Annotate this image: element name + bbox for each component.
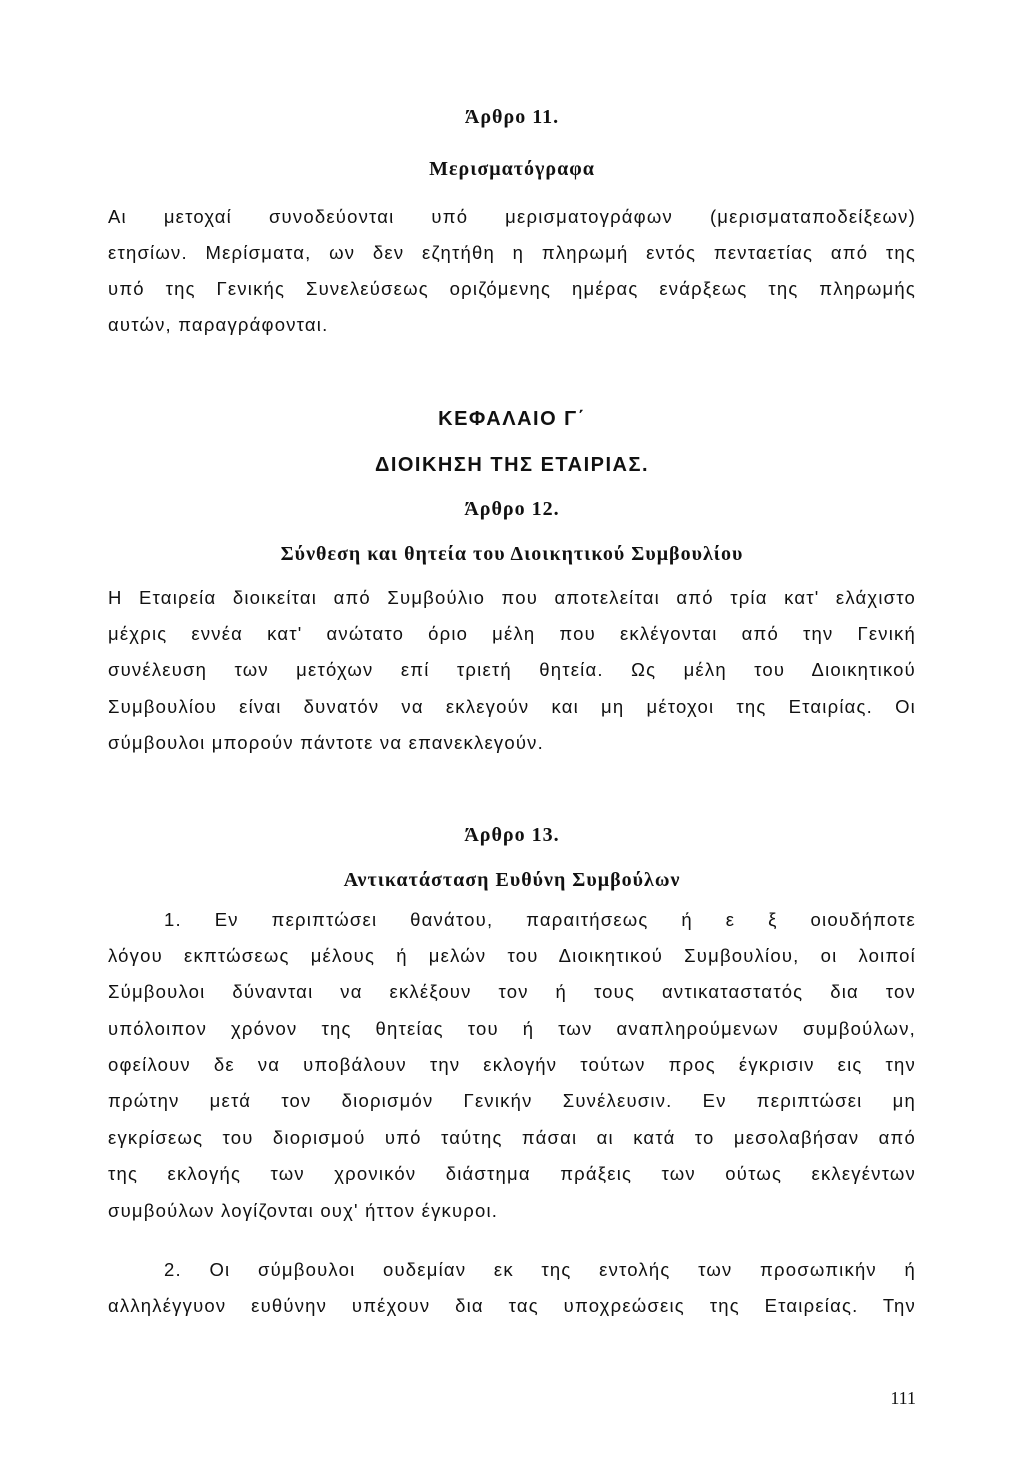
article-13-line-3: Σύμβουλοι δύνανται να εκλέξουν τον ή τους αντικαταστατός δια τον xyxy=(108,981,916,1002)
article-11-line-1: Αι μετοχαί συνοδεύονται υπό μερισματογράφων (μερισματαποδείξεων) xyxy=(108,206,916,227)
article-13-line-10: 2. Οι σύμβουλοι ουδεμίαν εκ της εντολής των προσωπικήν ή xyxy=(164,1259,916,1280)
article-12-line-1: Η Εταιρεία διοικείται από Συμβούλιο που αποτελείται από τρία κατ' ελάχιστο xyxy=(108,587,916,608)
article-11-line-4: αυτών, παραγράφονται. xyxy=(108,314,329,335)
article-12-line-5: σύμβουλοι μπορούν πάντοτε να επανεκλεγούν. xyxy=(108,732,544,753)
article-13-line-11: αλληλέγγυον ευθύνην υπέχουν δια τας υποχρεώσεις της Εταιρείας. Την xyxy=(108,1295,916,1316)
article-12-title: Σύνθεση και θητεία του Διοικητικού Συμβουλίου xyxy=(280,543,744,565)
article-13-line-1: 1. Εν περιπτώσει θανάτου, παραιτήσεως ή ε ξ οιουδήποτε xyxy=(164,909,916,930)
article-11-line-2: ετησίων. Μερίσματα, ων δεν εζητήθη η πληρωμή εντός πενταετίας από της xyxy=(108,242,916,263)
article-13-line-7: εγκρίσεως του διορισμού υπό ταύτης πάσαι αι κατά το μεσολαβήσαν από xyxy=(108,1127,916,1148)
article-13-line-6: πρώτην μετά τον διορισμόν Γενικήν Συνέλευσιν. Εν περιπτώσει μη xyxy=(108,1090,916,1111)
article-12-line-4: Συμβουλίου είναι δυνατόν να εκλεγούν και μη μέτοχοι της Εταιρίας. Οι xyxy=(108,696,916,717)
article-13-heading: Άρθρο 13. xyxy=(464,824,560,846)
article-12-line-2: μέχρις εννέα κατ' ανώτατο όριο μέλη που εκλέγονται από την Γενική xyxy=(108,623,916,644)
article-11-title: Μερισματόγραφα xyxy=(429,158,595,180)
article-11-heading: Άρθρο 11. xyxy=(464,106,560,128)
chapter-title: ΔΙΟΙΚΗΣΗ ΤΗΣ ΕΤΑΙΡΙΑΣ. xyxy=(374,454,650,476)
article-13-line-2: λόγου εκπτώσεως μέλους ή μελών του Διοικητικού Συμβουλίου, οι λοιποί xyxy=(108,945,916,966)
article-11-line-3: υπό της Γενικής Συνελεύσεως οριζόμενης ημέρας ενάρξεως της πληρωμής xyxy=(108,278,916,299)
article-13-line-8: της εκλογής των χρονικόν διάστημα πράξεις των ούτως εκλεγέντων xyxy=(108,1163,916,1184)
article-12-heading: Άρθρο 12. xyxy=(464,498,560,520)
page-number: 111 xyxy=(890,1388,916,1408)
article-13-line-4: υπόλοιπον χρόνον της θητείας του ή των αναπληρούμενων συμβούλων, xyxy=(108,1018,916,1039)
article-13-line-5: οφείλουν δε να υποβάλουν την εκλογήν τούτων προς έγκρισιν εις την xyxy=(108,1054,916,1075)
article-12-line-3: συνέλευση των μετόχων επί τριετή θητεία. Ως μέλη του Διοικητικού xyxy=(108,659,916,680)
article-13-title: Αντικατάσταση Ευθύνη Συμβούλων xyxy=(343,869,681,891)
article-13-line-9: συμβούλων λογίζονται ουχ' ήττον έγκυροι. xyxy=(108,1200,499,1221)
chapter-heading: ΚΕΦΑΛΑΙΟ Γ΄ xyxy=(438,408,586,430)
